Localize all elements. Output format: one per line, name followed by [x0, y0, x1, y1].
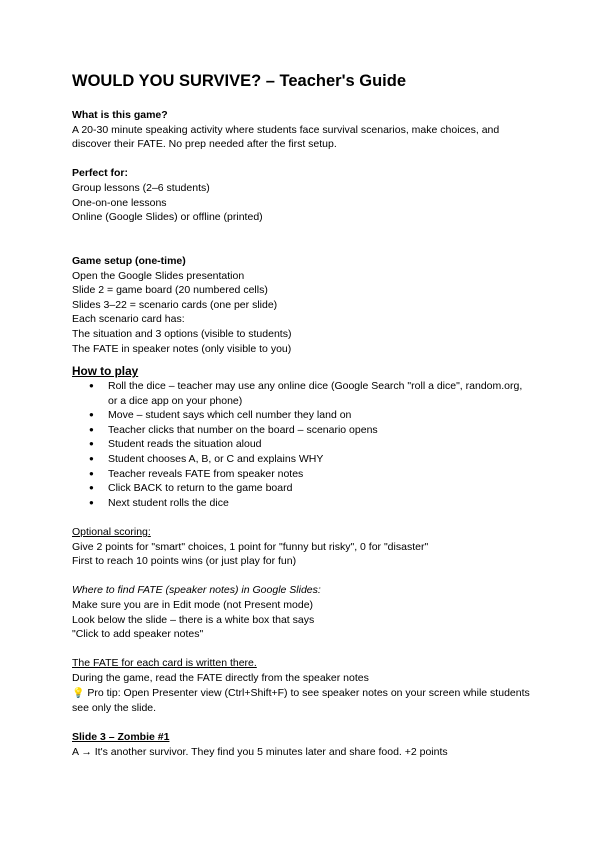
list-item: ● Roll the dice – teacher may use any online dice (Google Search "roll a dice", random.org, or a dice app on your phone): [108, 379, 532, 408]
paragraph-line: Slide 2 = game board (20 numbered cells): [72, 284, 268, 297]
paragraph-line: "Click to add speaker notes": [72, 628, 204, 641]
paragraph-line: Each scenario card has:: [72, 313, 185, 326]
list-item: ● Student chooses A, B, or C and explains WHY: [108, 452, 532, 467]
paragraph-line: Give 2 points for "smart" choices, 1 point for "funny but risky", 0 for "disaster": [72, 540, 429, 553]
how-to-play-list: [72, 379, 532, 510]
paragraph-line: Open the Google Slides presentation: [72, 269, 245, 282]
list-item: ● Move – student says which cell number they land on: [108, 408, 532, 423]
pro-tip-text: Pro tip: Open Presenter view (Ctrl+Shift+F) to see speaker notes on your screen while students see only the slide.: [72, 686, 530, 715]
section-heading-fate: Where to find FATE (speaker notes) in Google Slides:: [72, 584, 321, 597]
section-heading-howto: How to play: [72, 364, 139, 379]
section-heading-what: What is this game?: [72, 109, 168, 121]
list-item: ● Next student rolls the dice: [108, 496, 532, 511]
section-heading-scoring: Optional scoring:: [72, 526, 151, 539]
section-heading-slide3: Slide 3 – Zombie #1: [72, 731, 170, 744]
paragraph-line: Group lessons (2–6 students): [72, 181, 210, 194]
section-heading-fate-card: The FATE for each card is written there.: [72, 657, 257, 670]
paragraph-line: Look below the slide – there is a white box that says: [72, 613, 315, 626]
paragraph-line: First to reach 10 points wins (or just play for fun): [72, 555, 297, 568]
paragraph-line: During the game, read the FATE directly from the speaker notes: [72, 671, 369, 684]
list-item: ● Teacher reveals FATE from speaker notes: [108, 467, 532, 482]
paragraph-line: One-on-one lessons: [72, 196, 167, 209]
lightbulb-icon: 💡: [72, 687, 85, 699]
list-item: ● Student reads the situation aloud: [108, 437, 532, 452]
paragraph-line: Online (Google Slides) or offline (printed): [72, 211, 263, 224]
paragraph-line: Slides 3–22 = scenario cards (one per slide): [72, 298, 278, 311]
document-body: [72, 108, 532, 760]
page-title: WOULD YOU SURVIVE? – Teacher's Guide: [72, 72, 407, 90]
paragraph-line: The situation and 3 options (visible to students): [72, 327, 292, 340]
paragraph-what: A 20-30 minute speaking activity where students face survival scenarios, make choices, and discover their FATE. No prep needed after the first setup.: [72, 123, 500, 151]
list-item: ● Click BACK to return to the game board: [108, 481, 532, 496]
section-heading-setup: Game setup (one-time): [72, 254, 186, 267]
section-heading-perfect: Perfect for:: [72, 167, 129, 180]
pro-tip: [72, 686, 532, 716]
paragraph-line: Make sure you are in Edit mode (not Present mode): [72, 599, 314, 611]
list-item: ● Teacher clicks that number on the board – scenario opens: [108, 423, 532, 438]
paragraph-line: The FATE in speaker notes (only visible to you): [72, 342, 292, 355]
paragraph-line: A → It's another survivor. They find you 5 minutes later and share food. +2 points: [72, 745, 448, 758]
